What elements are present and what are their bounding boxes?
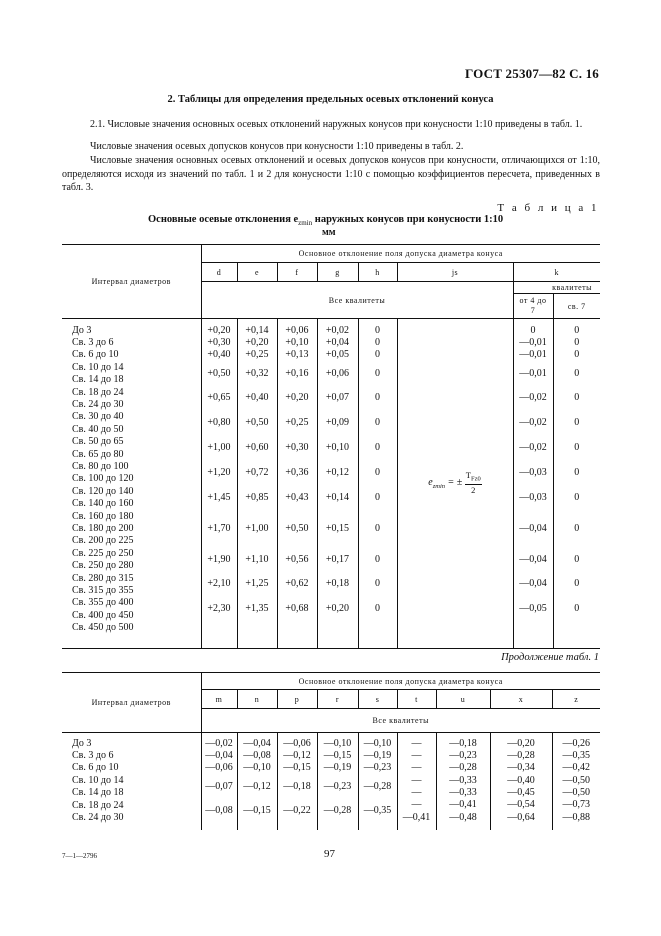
t1-interval-7: Св. 30 до 40 [72,411,124,423]
table1-title-sub: zmin [298,219,313,228]
t1-cell: +0,16 [285,367,309,379]
t2-cell: —0,88 [562,811,590,823]
paragraph-2 [62,140,600,154]
paragraph-2-text: Числовые значения осевых допусков конусов при конусности 1:10 приведены в табл. 2. [90,141,464,152]
t2-cell: —0,33 [449,774,477,786]
t1-cell: 0 [574,324,580,336]
t1-cell: +0,12 [325,466,350,478]
t2-interval-5: Св. 18 до 24 [72,799,124,811]
t2-cell: —0,73 [562,799,590,811]
t1-interval-12: Св. 100 до 120 [72,473,134,485]
t1-cell: 0 [574,417,580,429]
t1-cell: —0,05 [519,603,547,615]
t2-cell: —0,10 [363,737,392,749]
t2-cell: —0,10 [243,762,271,774]
t1-cell: +0,04 [325,336,350,348]
t2-col-n: n [237,690,277,709]
t1-interval-3: Св. 10 до 14 [72,361,124,373]
t1-cell: +0,50 [207,367,231,379]
t1-interval-10: Св. 65 до 80 [72,448,124,460]
t1-cell: +0,30 [285,442,309,454]
t1-all-qualities: Все квалитеты [201,282,513,319]
t1-data-e [237,325,277,641]
t2-col-z: z [552,690,600,709]
t1-cell: +0,14 [325,491,350,503]
t2-cell: —0,22 [283,805,311,817]
t2-cell: —0,41 [449,799,477,811]
js-formula [428,469,481,496]
t1-cell: +0,68 [285,603,309,615]
t2-data-m [201,738,237,830]
t1-cell: +0,30 [207,336,231,348]
t2-cell: —0,10 [323,737,352,749]
t1-cell: +0,07 [325,392,350,404]
t2-cell: —0,06 [205,762,233,774]
t2-cell: —0,12 [243,780,271,792]
t1-cell: —0,02 [519,392,547,404]
t1-interval-24: Св. 450 до 500 [72,622,134,634]
t1-cell: 0 [574,442,580,454]
t1-data-d [201,325,237,641]
t1-qualities-label: квалитеты [513,282,600,294]
t1-cell: 0 [574,578,580,590]
t1-cell: 0 [574,466,580,478]
t1-col-h: h [358,263,397,282]
t1-col-e: e [237,263,277,282]
t2-interval-3: Св. 10 до 14 [72,774,124,786]
formula-numerator [465,470,482,486]
t2-header-group: Основное отклонение поля допуска диаметра конуса [201,673,600,690]
t2-cell: —0,15 [243,805,271,817]
t2-data-s [358,738,397,830]
t1-cell: +1,00 [245,523,269,535]
t1-cell: +1,25 [245,578,269,590]
t1-cell: —0,01 [519,336,547,348]
t1-cell: +0,62 [285,578,309,590]
table1-title [148,214,503,227]
t2-data-r [317,738,358,830]
t1-interval-8: Св. 40 до 50 [72,423,124,435]
t2-cell: —0,54 [507,799,535,811]
t1-cell: +2,30 [207,603,231,615]
t1-cell: +0,05 [325,349,350,361]
t1-col-js: js [397,263,513,282]
t1-cell: 0 [574,491,580,503]
t1-cell: 0 [375,336,380,348]
t1-cell: +0,32 [245,367,269,379]
t1-cell: +0,50 [245,417,269,429]
t1-cell: 0 [574,349,580,361]
t2-cell: —0,35 [562,749,590,761]
t1-cell: +1,35 [245,603,269,615]
table1-title-pre: Основные осевые отклонения e [148,214,299,225]
t1-interval-13: Св. 120 до 140 [72,485,134,497]
t1-cell: 0 [375,466,380,478]
t1-interval-9: Св. 50 до 65 [72,436,124,448]
section-title: 2. Таблицы для определения предельных осевых отклонений конуса [167,94,494,105]
t2-data-n [237,738,277,830]
t1-interval-18: Св. 225 до 250 [72,547,134,559]
t1-cell: +0,20 [285,392,309,404]
t1-cell: +0,20 [245,336,269,348]
t1-cell: 0 [574,336,580,348]
t1-cell: +1,00 [207,442,231,454]
t1-cell: +1,20 [207,466,231,478]
formula-e: e [428,476,433,488]
t1-data-f [277,325,317,641]
t1-cell: 0 [375,442,380,454]
t1-cell: +1,90 [207,553,231,565]
t1-k-over7: св. 7 [553,294,600,319]
t1-cell: —0,01 [519,367,547,379]
t2-all-qualities: Все квалитеты [201,709,600,733]
t1-cell: —0,03 [519,491,547,503]
t2-cell: —0,33 [449,787,477,799]
t1-cell: +0,06 [285,324,309,336]
t1-interval-20: Св. 280 до 315 [72,572,134,584]
table1-continued [62,672,600,830]
t2-cell: —0,28 [449,762,477,774]
t1-header-interval: Интервал диаметров [62,245,201,319]
t1-cell: +0,56 [285,553,309,565]
page-number: 97 [324,848,335,860]
t1-cell: +0,25 [245,349,269,361]
t1-cell: +0,60 [245,442,269,454]
t2-col-u: u [436,690,490,709]
t1-cell: +1,45 [207,491,231,503]
t2-cell: —0,15 [323,749,352,761]
t2-cell: — [411,749,422,761]
t2-cell: —0,19 [363,749,392,761]
t2-interval-6: Св. 24 до 30 [72,811,124,823]
t1-interval-2: Св. 6 до 10 [72,349,119,361]
t1-cell: +0,40 [207,349,231,361]
t2-cell: —0,42 [562,762,590,774]
t1-cell: +0,80 [207,417,231,429]
page-header: ГОСТ 25307—82 С. 16 [465,66,599,81]
t1-cell: 0 [574,392,580,404]
t1-col-f: f [277,263,317,282]
table1-label: Т а б л и ц а 1 [497,202,599,214]
t1-cell: 0 [574,523,580,535]
t1-cell: 0 [375,417,380,429]
t1-cell: 0 [574,367,580,379]
t2-cell: —0,64 [507,811,535,823]
t2-cell: —0,28 [507,749,535,761]
t2-data-t [397,738,436,830]
t2-cell: —0,23 [363,762,392,774]
t1-cell: +0,25 [285,417,309,429]
t1-interval-15: Св. 160 до 180 [72,510,134,522]
t1-cell: 0 [375,491,380,503]
formula-e-sub: zmin [432,482,446,490]
t1-cell: +0,14 [245,324,269,336]
t2-col-r: r [317,690,358,709]
t2-col-p: p [277,690,317,709]
t2-cell: — [411,774,422,786]
paragraph-3-text: Числовые значения основных осевых отклонений и осевых допусков конусов при конусности, отличающихся от 1:10, определяются исходя из значений по табл. 1 и 2 для конусности 1:10 с помощью коэффициентов пересчета, приведенных в табл. 3. [62,155,600,193]
t1-cell: +0,13 [285,349,309,361]
t2-cell: —0,28 [363,780,392,792]
t2-cell: — [411,762,422,774]
t1-cell: —0,04 [519,578,547,590]
table1 [62,244,600,649]
t2-cell: —0,19 [323,762,352,774]
t1-cell: +1,10 [245,553,269,565]
t2-interval-0: До 3 [72,737,92,749]
t1-cell: +0,17 [325,553,350,565]
t1-cell: +0,10 [325,442,350,454]
t2-cell: — [411,787,422,799]
t1-cell: 0 [375,578,380,590]
table1-continuation: Продолжение табл. 1 [501,652,599,663]
t1-cell: +0,10 [285,336,309,348]
t1-interval-17: Св. 200 до 225 [72,535,134,547]
t2-col-s: s [358,690,397,709]
t1-cell: +0,43 [285,491,309,503]
t2-col-m: m [201,690,237,709]
t1-cell: +0,06 [325,367,350,379]
t1-col-d: d [201,263,237,282]
t1-cell: +0,65 [207,392,231,404]
t2-cell: — [411,799,422,811]
t1-cell: 0 [574,553,580,565]
t2-cell: —0,08 [205,805,233,817]
t1-cell: 0 [375,392,380,404]
t2-data-p [277,738,317,830]
t1-cell: 0 [574,603,580,615]
t2-cell: —0,50 [562,787,590,799]
t2-cell: —0,50 [562,774,590,786]
t1-cell: +2,10 [207,578,231,590]
formula-num-sub: Fz0 [470,475,481,483]
t2-cell: —0,04 [205,749,233,761]
t1-interval-14: Св. 140 до 160 [72,498,134,510]
t2-cell: —0,48 [449,811,477,823]
t1-cell: 0 [375,553,380,565]
t2-header-interval: Интервал диаметров [62,673,201,733]
t1-cell: +0,40 [245,392,269,404]
t1-col-k: k [513,263,600,282]
t1-cell: +0,20 [325,603,350,615]
t2-data-z [552,738,600,830]
t1-interval-23: Св. 400 до 450 [72,609,134,621]
t1-cell: +0,36 [285,466,309,478]
t2-interval-1: Св. 3 до 6 [72,749,114,761]
formula-num-t: T [465,469,471,480]
t1-interval-column [62,325,201,641]
t2-cell: —0,34 [507,762,535,774]
t1-data-js [397,325,513,641]
t2-cell: — [411,737,422,749]
t2-cell: —0,28 [323,805,352,817]
table1-unit: мм [322,227,336,238]
t2-cell: —0,04 [243,737,271,749]
t1-cell: 0 [375,324,380,336]
t2-col-x: x [490,690,552,709]
t1-cell: —0,03 [519,466,547,478]
t2-interval-2: Св. 6 до 10 [72,762,119,774]
t2-cell: —0,23 [449,749,477,761]
t1-interval-19: Св. 250 до 280 [72,560,134,572]
paragraph-3 [62,154,600,195]
t1-cell: —0,02 [519,442,547,454]
t2-cell: —0,40 [507,774,535,786]
t1-cell: +0,85 [245,491,269,503]
t2-interval-column [62,738,201,830]
t1-interval-0: До 3 [72,324,92,336]
t1-interval-16: Св. 180 до 200 [72,523,134,534]
t2-interval-4: Св. 14 до 18 [72,787,124,799]
t1-cell: +0,15 [325,523,350,535]
t2-cell: —0,15 [283,762,311,774]
t1-cell: +0,02 [325,324,350,336]
t1-cell: 0 [375,367,380,379]
t1-interval-21: Св. 315 до 355 [72,585,134,597]
paragraph-1-text: 2.1. Числовые значения основных осевых отклонений наружных конусов при конусности 1:10 приведены в табл. 1. [90,119,583,130]
t2-cell: —0,26 [562,737,590,749]
t1-interval-1: Св. 3 до 6 [72,336,114,348]
t2-cell: —0,23 [323,780,352,792]
t1-cell: +0,72 [245,466,269,478]
t1-cell: —0,01 [519,349,547,361]
t2-cell: —0,35 [363,805,392,817]
t1-data-k2 [553,325,600,641]
t2-cell: —0,18 [449,737,477,749]
t1-interval-5: Св. 18 до 24 [72,386,124,398]
t1-k-from4to7: от 4 до 7 [513,294,553,319]
t2-cell: —0,06 [283,737,311,749]
t1-cell: 0 [530,324,536,336]
t1-cell: 0 [375,523,380,535]
t1-cell: +0,18 [325,578,350,590]
t1-cell: —0,02 [519,417,547,429]
t2-data-u [436,738,490,830]
t1-cell: —0,04 [519,553,547,565]
t1-cell: 0 [375,349,380,361]
t2-cell: —0,41 [402,811,431,823]
footer-code: 7—1—2796 [62,852,97,860]
t1-cell: —0,04 [519,523,547,535]
t2-cell: —0,08 [243,749,271,761]
t1-cell: +0,50 [285,523,309,535]
t1-cell: 0 [375,603,380,615]
paragraph-1 [62,118,600,132]
formula-fraction [465,470,482,496]
t2-cell: —0,02 [205,737,233,749]
t2-data-x [490,738,552,830]
table1-title-post: наружных конусов при конусности 1:10 [312,214,504,225]
t2-cell: —0,12 [283,749,311,761]
t2-cell: —0,20 [507,737,535,749]
t2-cell: —0,18 [283,780,311,792]
t1-data-h [358,325,397,641]
t1-col-g: g [317,263,358,282]
t2-cell: —0,45 [507,787,535,799]
formula-denominator: 2 [471,485,476,496]
t1-data-g [317,325,358,641]
t1-interval-22: Св. 355 до 400 [72,597,134,609]
t1-cell: +0,20 [207,324,231,336]
t1-interval-6: Св. 24 до 30 [72,398,124,410]
t1-interval-4: Св. 14 до 18 [72,374,124,386]
t1-interval-11: Св. 80 до 100 [72,460,129,472]
t1-cell: +1,70 [207,523,231,535]
formula-equals: = ± [445,476,465,488]
t1-data-k1 [513,325,553,641]
t2-cell: —0,07 [205,780,233,792]
t2-col-t: t [397,690,436,709]
t1-cell: +0,09 [325,417,350,429]
t1-header-group: Основное отклонение поля допуска диаметра конуса [201,245,600,263]
